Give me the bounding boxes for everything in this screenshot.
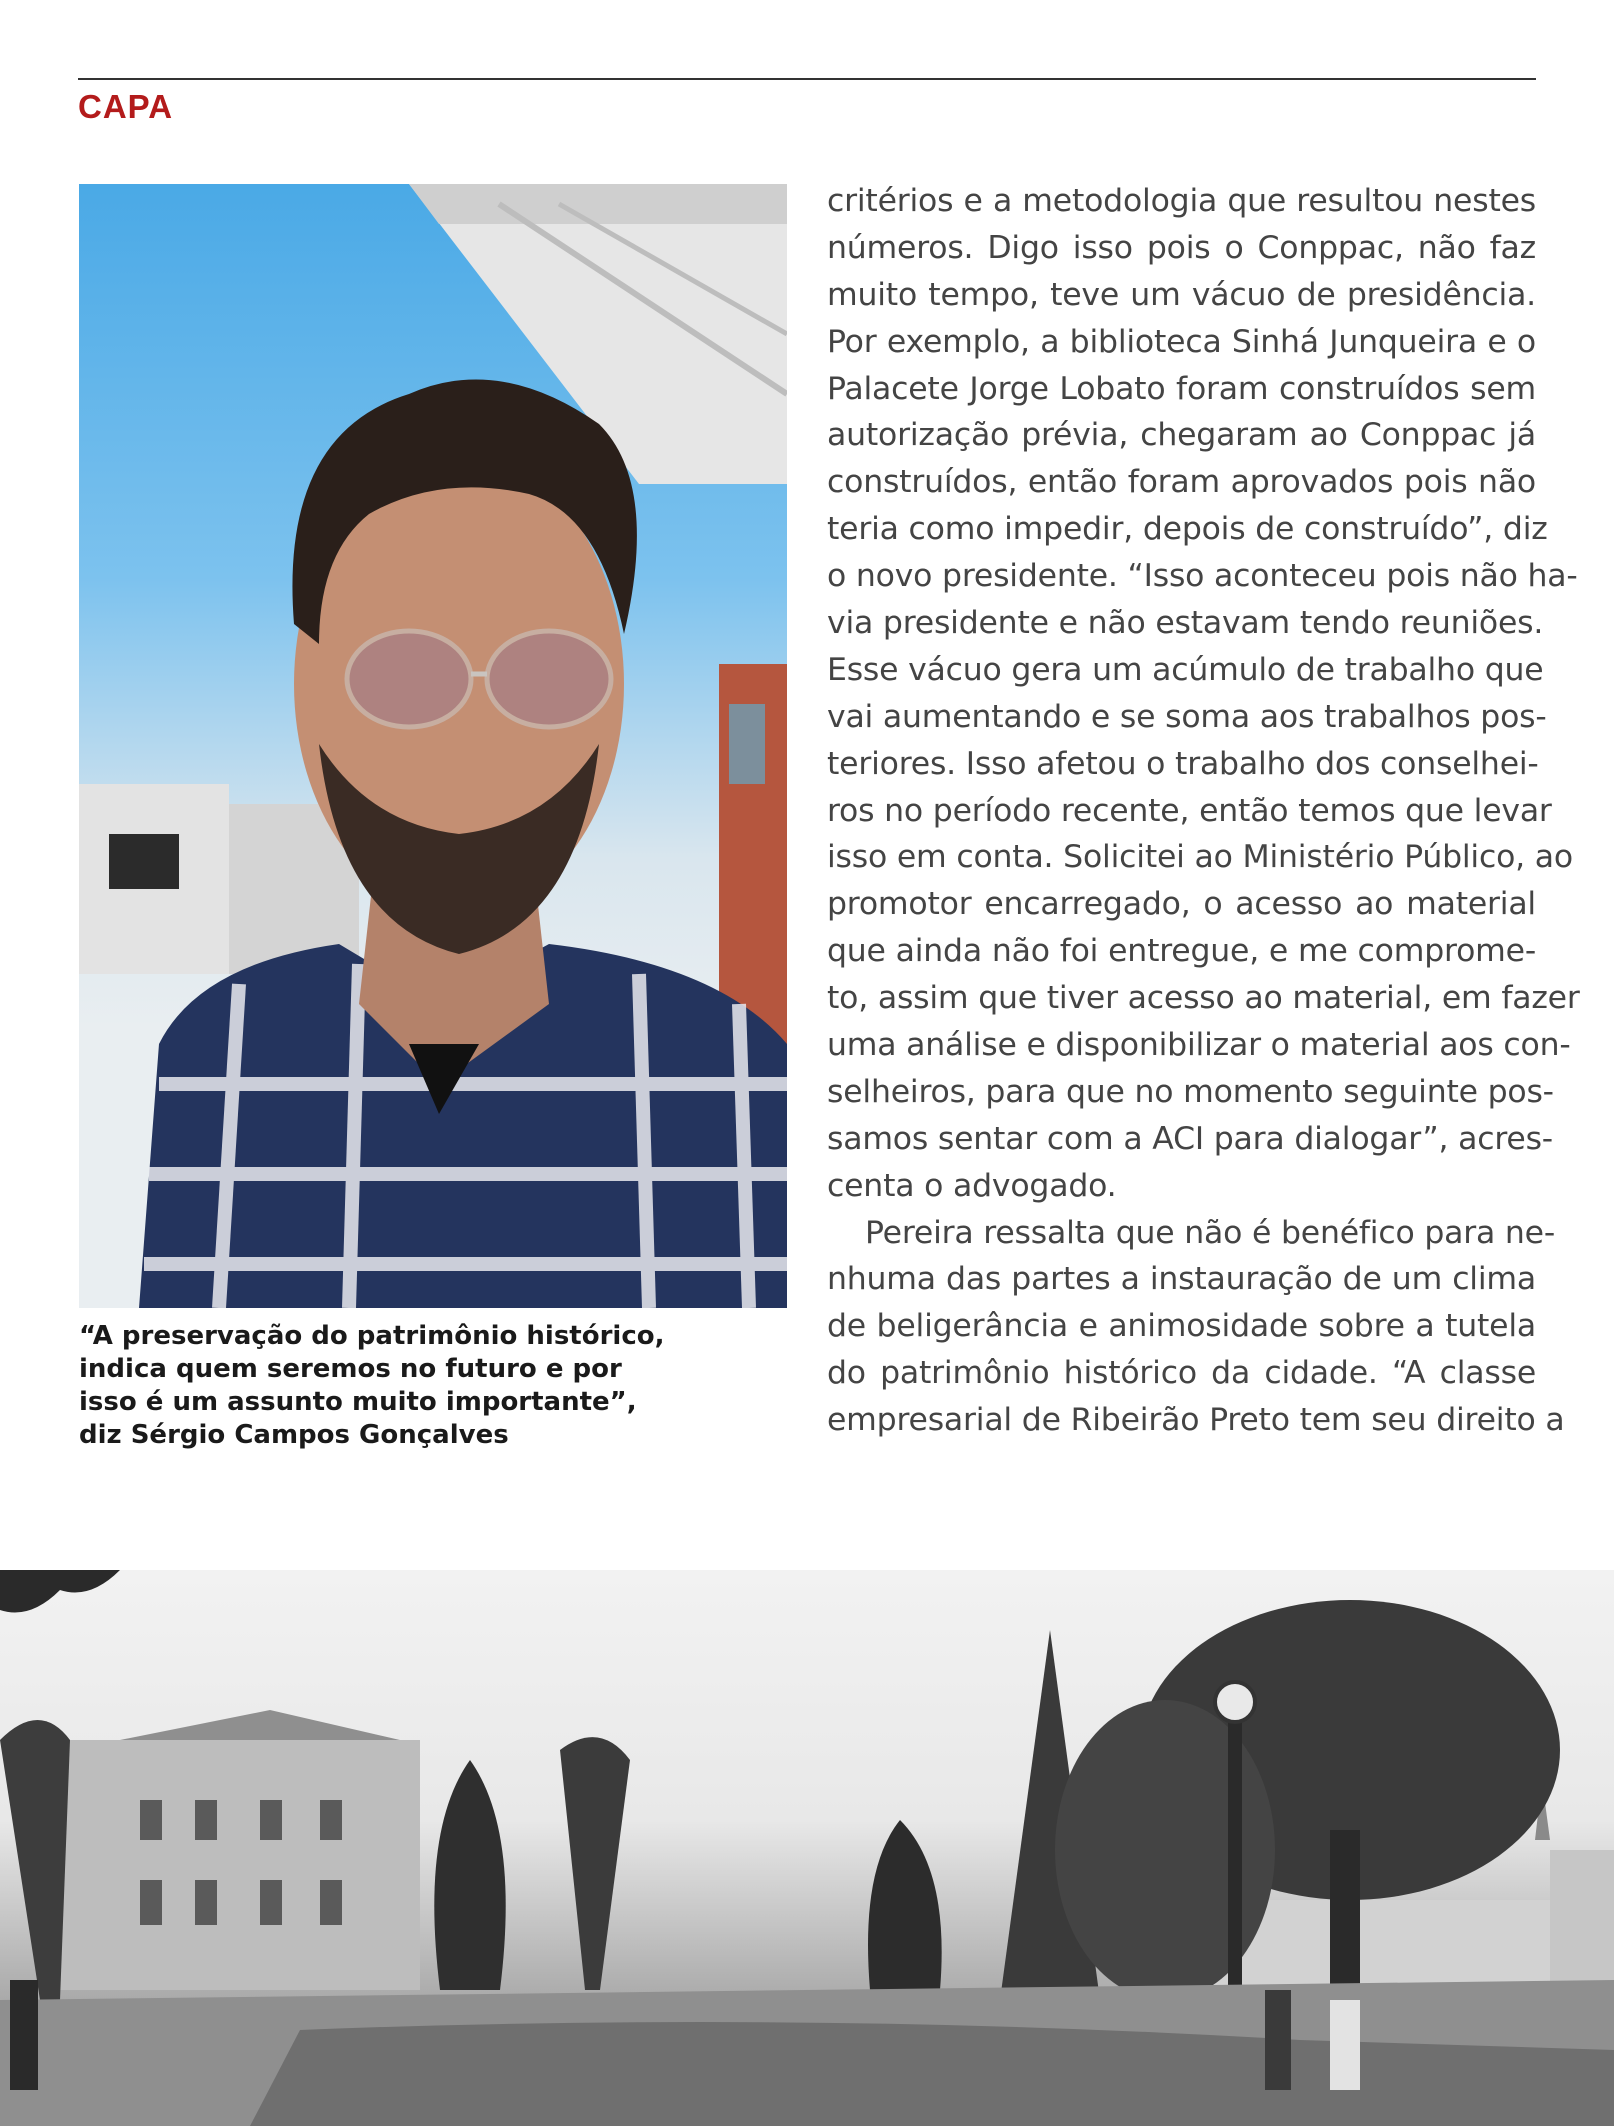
article-line: Palacete Jorge Lobato foram construídos sem [827,370,1536,407]
article-line: Pereira ressalta que não é benéfico para ne- [865,1214,1556,1251]
article-line: to, assim que tiver acesso ao material, em fazer [827,980,1580,1017]
article-line: ros no período recente, então temos que levar [827,792,1552,829]
article-line: via presidente e não estavam tendo reuniões. [827,605,1544,642]
article-line: selheiros, para que no momento seguinte pos- [827,1073,1554,1110]
article-text [827,178,1580,1444]
historic-panorama-photo [0,1570,1614,2126]
article-line: nhuma das partes a instauração de um clima [827,1261,1536,1298]
article-line: centa o advogado. [827,1167,1117,1204]
top-rule [78,78,1536,80]
article-line: vai aumentando e se soma aos trabalhos pos- [827,698,1547,735]
article-line: muito tempo, teve um vácuo de presidência. [827,276,1536,313]
article-line: do patrimônio histórico da cidade. “A classe [827,1355,1536,1392]
caption-line: diz Sérgio Campos Gonçalves [79,1420,509,1450]
article-line: samos sentar com a ACI para dialogar”, acres- [827,1120,1553,1157]
article-line: critérios e a metodologia que resultou nestes [827,183,1536,219]
article-line: teriores. Isso afetou o trabalho dos conselhei- [827,745,1539,782]
article-line: de beligerância e animosidade sobre a tutela [827,1308,1536,1345]
article-line: teria como impedir, depois de construído”, diz [827,511,1548,548]
caption-line: “A preservação do patrimônio histórico, [79,1321,665,1351]
article-line: autorização prévia, chegaram ao Conppac já [827,417,1536,454]
article-line: empresarial de Ribeirão Preto tem seu direito a [827,1402,1565,1439]
article-line: uma análise e disponibilizar o material aos con- [827,1027,1571,1064]
article-line: promotor encarregado, o acesso ao material [827,886,1536,923]
article-line: construídos, então foram aprovados pois não [827,464,1536,501]
article-line: isso em conta. Solicitei ao Ministério Público, ao [827,839,1573,876]
section-label: CAPA [78,88,174,125]
portrait-photo [79,184,787,1308]
article-line: que ainda não foi entregue, e me comprome- [827,933,1536,970]
article-line: o novo presidente. “Isso aconteceu pois não ha- [827,558,1578,595]
caption-line: isso é um assunto muito importante”, [79,1387,637,1417]
article-line: números. Digo isso pois o Conppac, não faz [827,229,1536,266]
photo-caption [79,1320,719,1452]
article-line: Por exemplo, a biblioteca Sinhá Junqueira e o [827,323,1536,360]
caption-line: indica quem seremos no futuro e por [79,1354,622,1384]
article-line: Esse vácuo gera um acúmulo de trabalho que [827,651,1544,688]
